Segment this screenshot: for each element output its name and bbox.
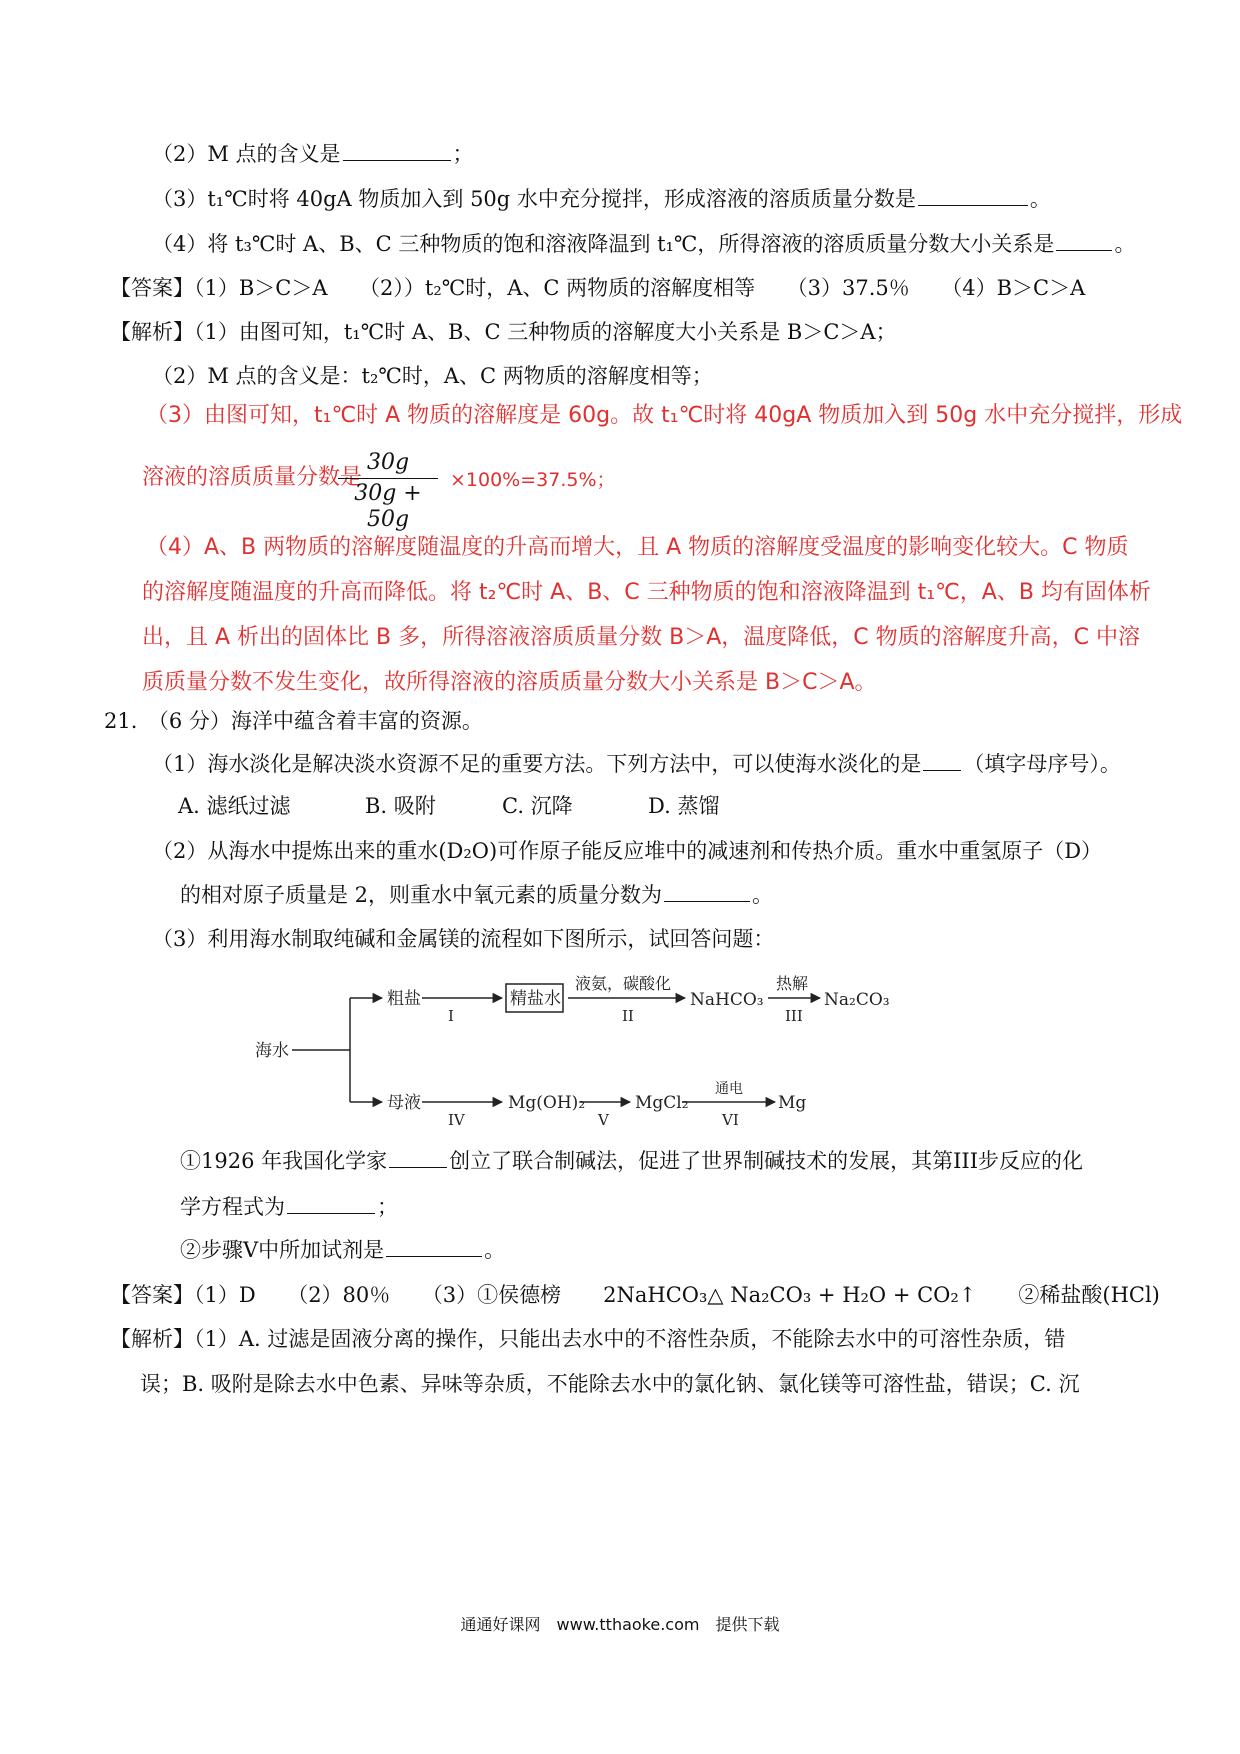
analysis-text: （2）M 点的含义是：t₂℃时，A、C 两物质的溶解度相等； <box>152 364 713 388</box>
question-21-part-2b <box>180 881 773 909</box>
sub-question-1b <box>180 1193 398 1221</box>
answer-blank <box>343 140 451 161</box>
fraction-denominator: 30g + 50g <box>354 481 422 532</box>
analysis-line-2 <box>152 362 713 390</box>
question-text: ①1926 年我国化学家 <box>180 1149 388 1173</box>
question-4-end: 。 <box>1114 232 1136 256</box>
question-2 <box>152 140 474 168</box>
analysis-text: 出，且 A 析出的固体比 B 多，所得溶液溶质质量分数 B＞A，温度降低，C 物质的溶解度升高，C 中溶 <box>142 625 1140 650</box>
analysis-line-4d <box>142 669 877 697</box>
flow-crude-salt: 粗盐 <box>387 989 421 1009</box>
question-21-part-3 <box>152 925 774 953</box>
question-text-end: 。 <box>484 1238 506 1262</box>
flow-brine: 精盐水 <box>510 989 561 1009</box>
question-title: 21. （6 分）海洋中蕴含着丰富的资源。 <box>104 709 483 733</box>
analysis-line-3a <box>146 402 1182 430</box>
answer-tag: 【答案】 <box>110 1283 194 1307</box>
sub-question-2 <box>180 1236 505 1264</box>
answer-blank <box>664 881 750 902</box>
answer-blank <box>287 1193 375 1214</box>
flow-mgoh2: Mg(OH)₂ <box>508 1093 586 1113</box>
question-text-end: 。 <box>752 883 774 907</box>
sub-question-1a <box>180 1147 1083 1175</box>
question-text: 的相对原子质量是 2，则重水中氧元素的质量分数为 <box>180 883 663 907</box>
flow-seawater: 海水 <box>255 1041 289 1061</box>
flow-step-6: VI <box>722 1111 739 1129</box>
option-b-text: B. 吸附 <box>365 794 436 818</box>
option-d-text: D. 蒸馏 <box>648 794 720 818</box>
answer-text: （1）B＞C＞A （2））t₂℃时，A、C 两物质的溶解度相等 （3）37.5％ （4）B＞C＞A <box>194 276 1086 300</box>
analysis-text: （1）A. 过滤是固液分离的操作，只能出去水中的不溶性杂质，不能除去水中的可溶性杂质，错 <box>194 1327 1066 1351</box>
flow-step-2: II <box>622 1007 634 1025</box>
question-3 <box>152 185 1051 213</box>
option-a-text: A. 滤纸过滤 <box>178 794 291 818</box>
answer-tag: 【答案】 <box>110 276 194 300</box>
page-footer: 通通好课网 www.tthaoke.com 提供下载 <box>460 1615 780 1634</box>
analysis-text: ×100%=37.5%； <box>450 469 616 491</box>
analysis-line-4b <box>142 579 1151 607</box>
question-21-title <box>104 707 483 735</box>
fraction-numerator: 30g <box>366 450 410 475</box>
flow-step-6-condition: 通电 <box>715 1081 743 1097</box>
flow-step-3-condition: 热解 <box>776 974 809 993</box>
option-d <box>648 792 719 820</box>
answer-blank <box>918 185 1028 206</box>
answer-blank <box>389 1147 447 1168</box>
flow-diagram <box>250 965 910 1140</box>
question-text: ②步骤Ⅴ中所加试剂是 <box>180 1238 385 1262</box>
question-text: （1）海水淡化是解决淡水资源不足的重要方法。下列方法中，可以使海水淡化的是 <box>152 752 922 776</box>
question-text: 学方程式为 <box>180 1195 285 1219</box>
flow-step-1: I <box>448 1007 454 1025</box>
analysis-text: 质质量分数不发生变化，故所得溶液的溶质质量分数大小关系是 B＞C＞A。 <box>142 670 877 695</box>
analysis-text: （3）由图可知，t₁℃时 A 物质的溶解度是 60g。故 t₁℃时将 40gA 物质加入到 50g 水中充分搅拌，形成 <box>146 403 1183 428</box>
analysis-text: 的溶解度随温度的升高而降低。将 t₂℃时 A、B、C 三种物质的饱和溶液降温到 t₁℃，A、B 均有固体析 <box>142 580 1151 605</box>
answer-blank <box>923 750 961 771</box>
flow-mg: Mg <box>778 1093 807 1113</box>
flow-step-4: IV <box>448 1111 465 1129</box>
analysis-line-3b <box>142 464 362 492</box>
answer-line-2 <box>110 1281 1160 1309</box>
option-b <box>365 792 436 820</box>
analysis-line-5 <box>110 1325 1065 1353</box>
analysis-text: 溶液的溶质质量分数是 <box>142 465 363 490</box>
analysis-tag: 【解析】 <box>110 1327 194 1351</box>
flow-mother-liquor: 母液 <box>387 1093 421 1113</box>
question-2-text: （2）M 点的含义是 <box>152 142 341 166</box>
question-3-text: （3）t₁℃时将 40gA 物质加入到 50g 水中充分搅拌，形成溶液的溶质质量分数是 <box>152 187 916 211</box>
question-text: （2）从海水中提炼出来的重水(D₂O)可作原子能反应堆中的减速剂和传热介质。重水中重氢原子（D） <box>152 839 1103 863</box>
option-c-text: C. 沉降 <box>502 794 573 818</box>
analysis-text: （1）由图可知，t₁℃时 A、B、C 三种物质的溶解度大小关系是 B＞C＞A； <box>194 320 897 344</box>
flow-step-5: V <box>598 1111 609 1129</box>
analysis-text: 误；B. 吸附是除去水中色素、异味等杂质，不能除去水中的氯化钠、氯化镁等可溶性盐，错误；C. 沉 <box>140 1372 1080 1396</box>
question-21-part-2a <box>152 837 1102 865</box>
analysis-line-4c <box>142 624 1140 652</box>
option-c <box>502 792 573 820</box>
question-21-part-1 <box>152 750 1121 778</box>
question-2-end: ； <box>452 142 474 166</box>
flow-mgcl2: MgCl₂ <box>635 1093 689 1113</box>
flow-na2co3: Na₂CO₃ <box>824 990 890 1010</box>
question-text: （3）利用海水制取纯碱和金属镁的流程如下图所示，试回答问题： <box>152 927 775 951</box>
analysis-text: （4）A、B 两物质的溶解度随温度的升高而增大，且 A 物质的溶解度受温度的影响变化较大。C 物质 <box>146 535 1129 560</box>
answer-blank <box>386 1236 482 1257</box>
answer-line-1 <box>110 274 1085 302</box>
option-a <box>178 792 291 820</box>
analysis-line-6 <box>140 1370 1079 1398</box>
flow-nahco3: NaHCO₃ <box>690 990 764 1010</box>
question-3-end: 。 <box>1029 187 1051 211</box>
question-text: 创立了联合制碱法，促进了世界制碱技术的发展，其第III步反应的化 <box>449 1149 1084 1173</box>
analysis-line-1 <box>110 318 897 346</box>
fraction-bar <box>338 478 438 479</box>
fraction <box>338 450 438 533</box>
analysis-line-4a <box>146 534 1129 562</box>
answer-blank <box>1056 230 1112 251</box>
answer-text: （1）D （2）80％ （3）①侯德榜 2NaHCO₃△ Na₂CO₃ + H₂O + CO₂↑ ②稀盐酸(HCl) <box>194 1283 1160 1307</box>
flow-step-3: III <box>785 1007 803 1025</box>
question-4 <box>152 230 1135 258</box>
analysis-line-3c <box>450 466 616 494</box>
question-4-text: （4）将 t₃℃时 A、B、C 三种物质的饱和溶液降温到 t₁℃，所得溶液的溶质质量分数大小关系是 <box>152 232 1055 256</box>
question-text-end: （填字母序号）。 <box>963 752 1121 776</box>
analysis-tag: 【解析】 <box>110 320 194 344</box>
flow-step-2-condition: 液氨，碳酸化 <box>575 974 672 993</box>
question-text-end: ； <box>377 1195 398 1219</box>
